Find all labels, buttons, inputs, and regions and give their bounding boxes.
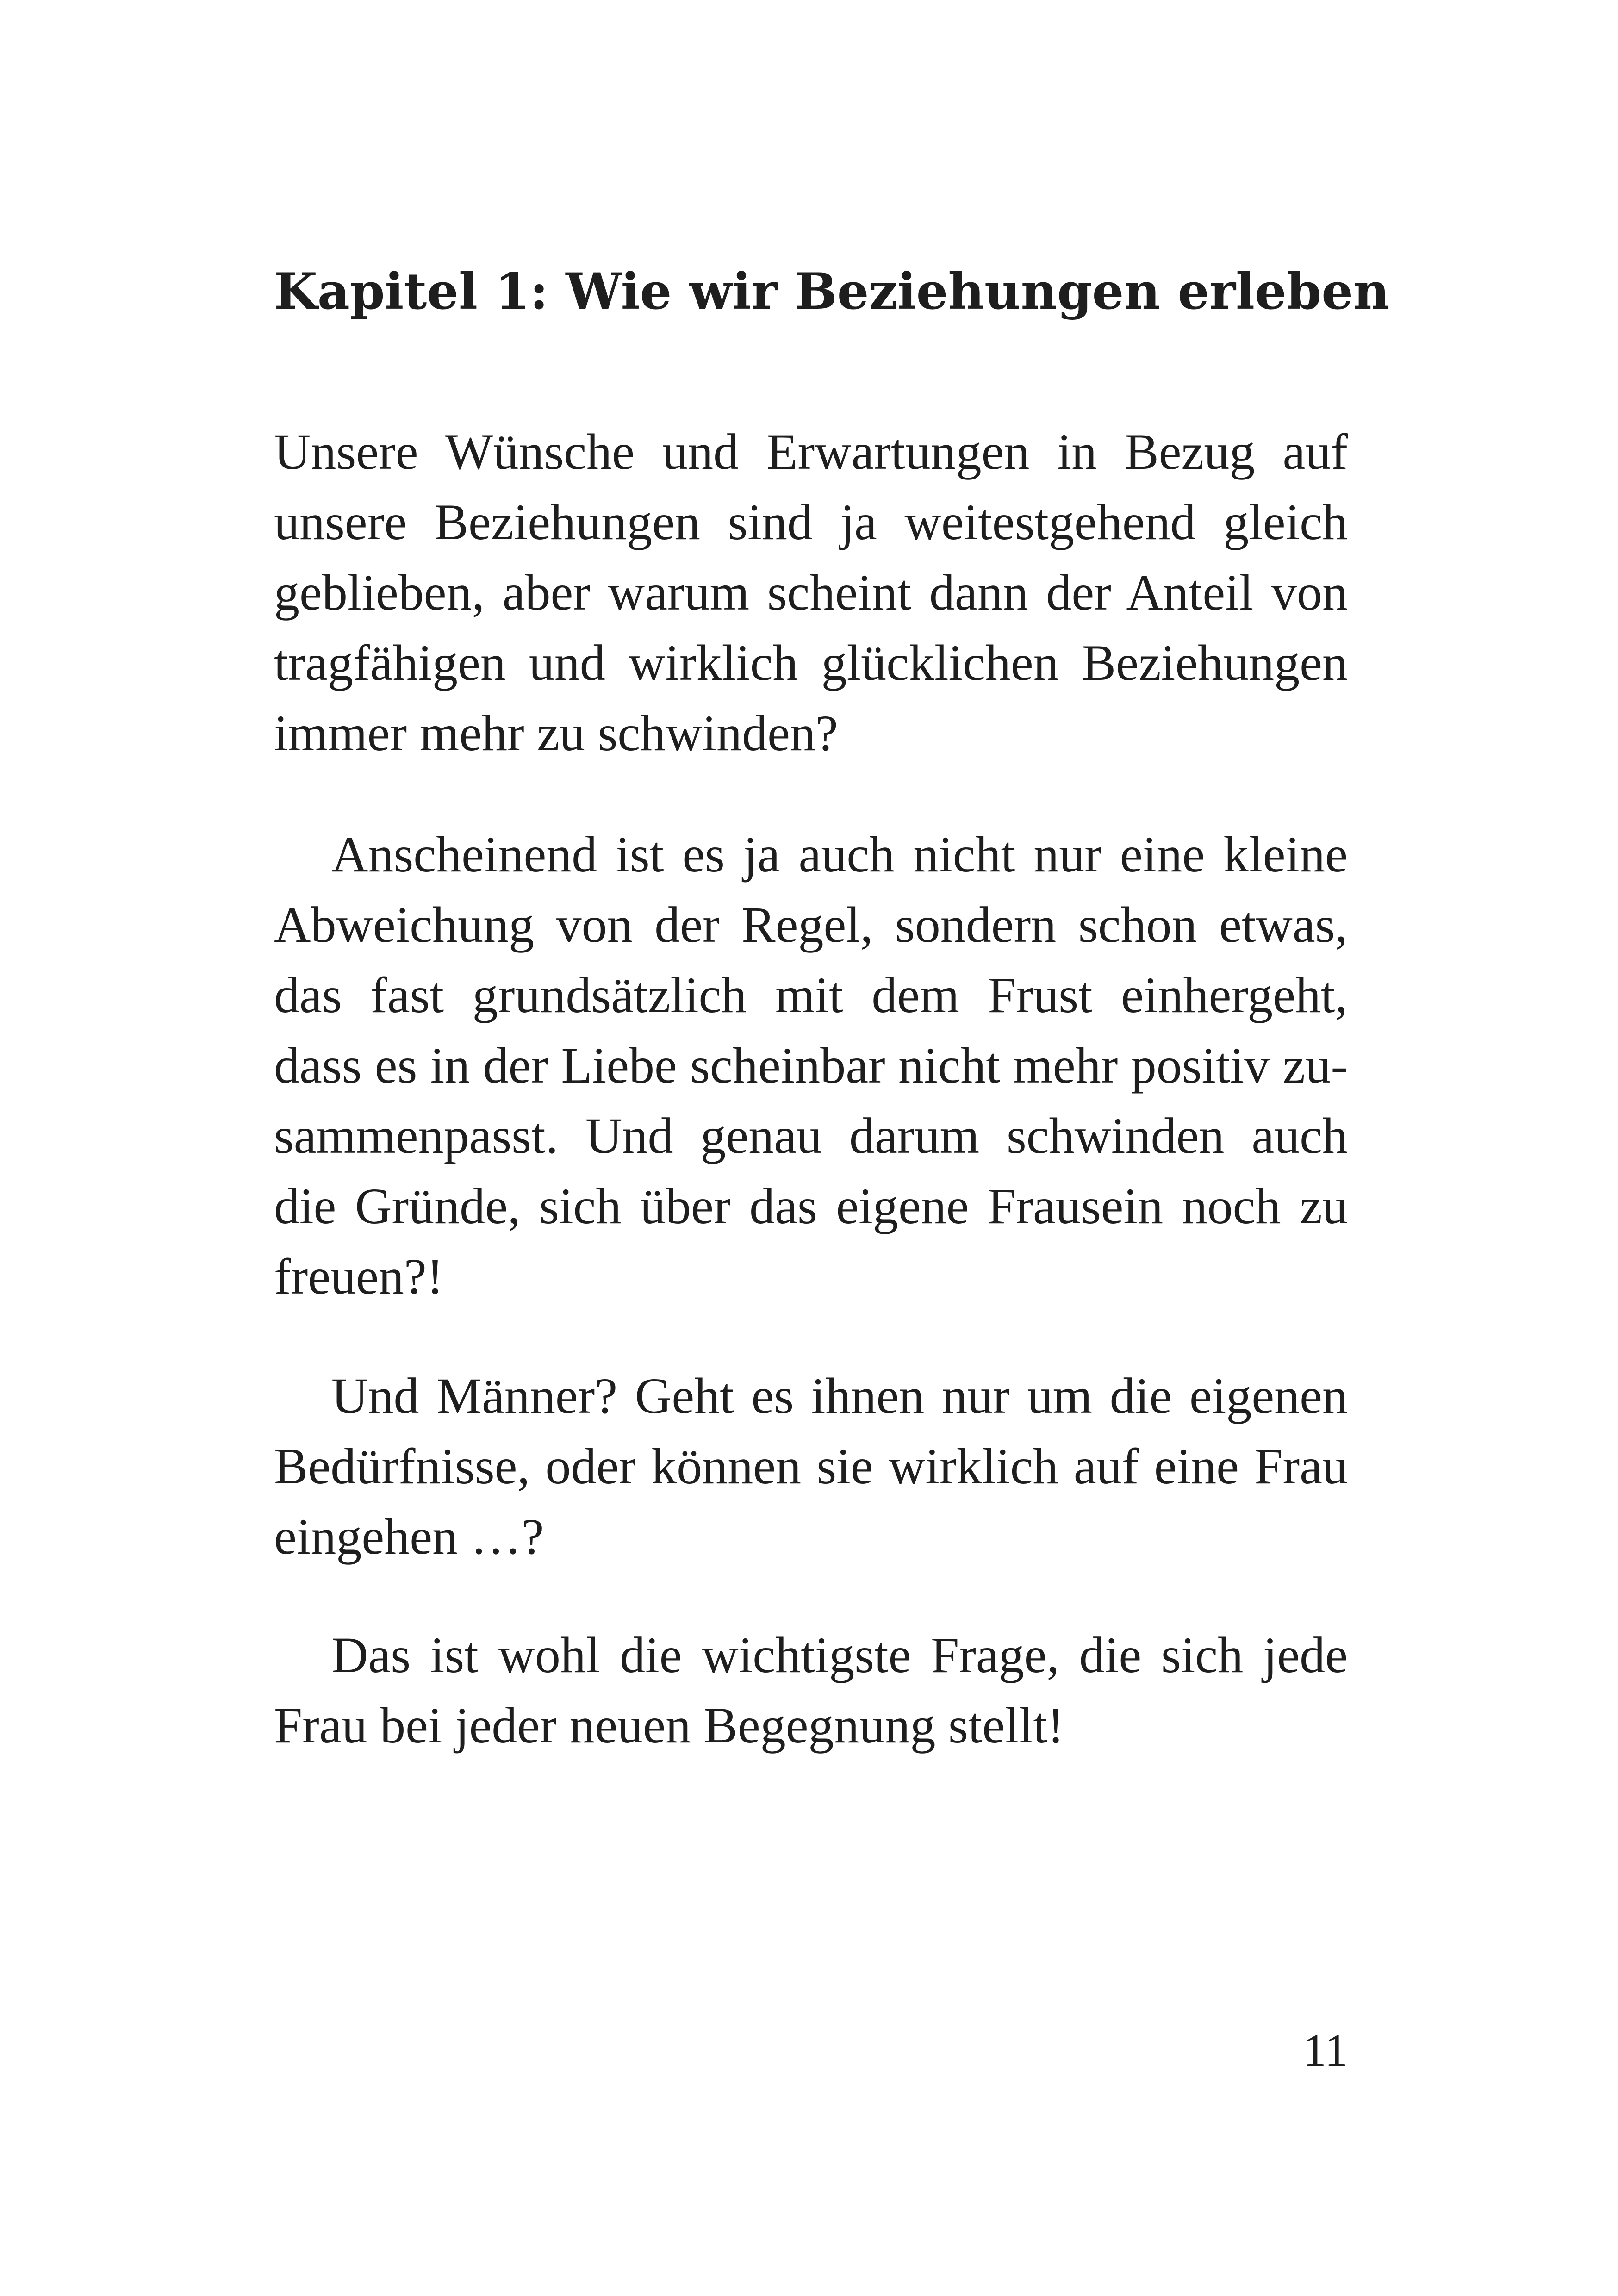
- page-number: 11: [1303, 2024, 1348, 2076]
- chapter-title: Kapitel 1: Wie wir Beziehungen erleben: [274, 262, 1390, 321]
- paragraph-text: Und Männer? Geht es ihnen nur um die eigenen Bedürfnisse, oder können sie wirklich auf eine Frau eingehen …?: [274, 1368, 1348, 1565]
- paragraph-3: [274, 1361, 1348, 1572]
- paragraph-text: Unsere Wünsche und Erwartungen in Bezug auf unsere Beziehungen sind ja weitestgehend gleich geblieben, aber warum scheint dann der Anteil von tragfähigen und wirklich glücklichen Beziehungen immer mehr zu schwinden?: [274, 423, 1348, 761]
- paragraph-4: [274, 1620, 1348, 1761]
- paragraph-text: Anscheinend ist es ja auch nicht nur eine kleine Abweichung von der Regel, sondern schon etwas, das fast grundsätzlich mit dem Frust einhergeht, dass es in der Liebe scheinbar nicht mehr positiv zusammenpasst. Und genau darum schwinden auch die Gründe, sich über das eigene Frausein noch zu freuen?!: [274, 826, 1348, 1305]
- paragraph-text: Das ist wohl die wichtigste Frage, die sich jede Frau bei jeder neuen Begegnung stellt!: [274, 1627, 1348, 1754]
- paragraph-2: [274, 819, 1348, 1312]
- paragraph-1: [274, 417, 1348, 768]
